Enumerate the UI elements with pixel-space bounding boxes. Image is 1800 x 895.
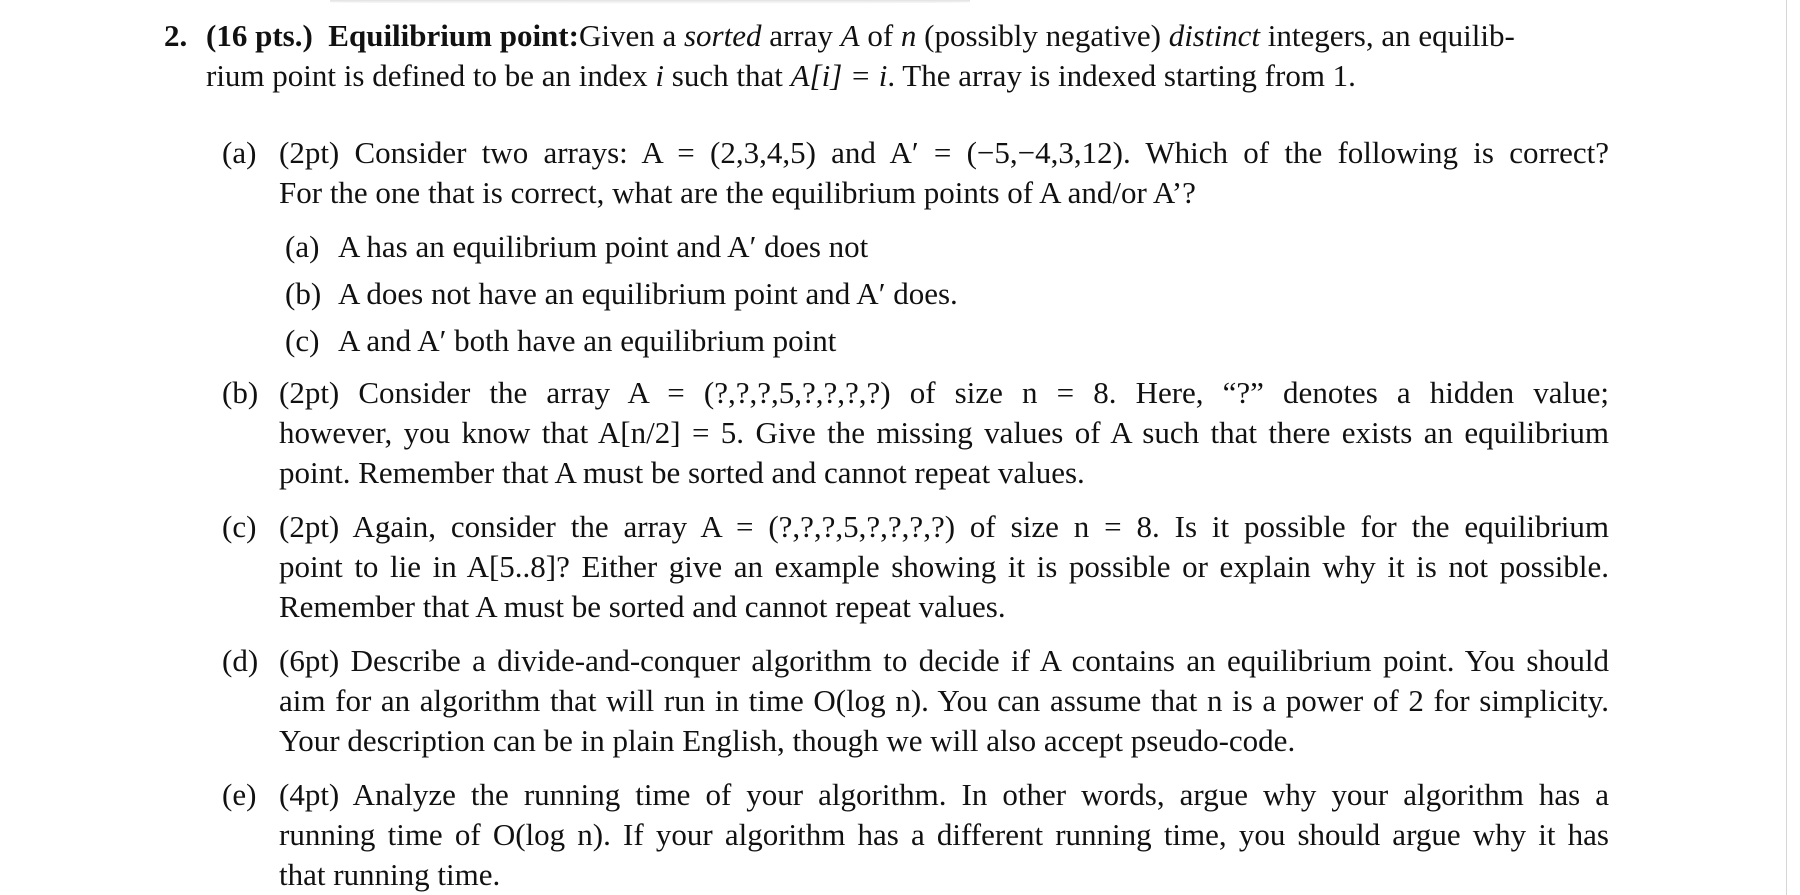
part-d-text-3: Your description can be in plain English, though we will also accept pseudo-code. xyxy=(279,723,1296,758)
part-c-text-2: point to lie in A[5..8]? Either give an example showing it is possible or explain why it is not possible. xyxy=(279,549,1609,584)
emphasis-sorted: sorted xyxy=(683,18,762,53)
problem-title: Equilibrium point: xyxy=(328,18,579,53)
part-e-text-2: running time of O(log n). If your algorithm has a different running time, you should argue why it has xyxy=(279,817,1609,852)
part-e-text-3: that running time. xyxy=(279,857,501,892)
top-shadow xyxy=(330,0,970,4)
part-c-label: (c) xyxy=(222,509,257,544)
page-right-edge xyxy=(1786,0,1787,895)
option-a-label: (a) xyxy=(285,229,320,264)
part-a-text: (2pt) Consider two arrays: A = (2,3,4,5) and A′ = (−5,−4,3,12). Which of the following is correct? xyxy=(279,135,1609,170)
part-b-label: (b) xyxy=(222,375,259,410)
problem-number: 2. xyxy=(164,18,188,53)
option-c-label: (c) xyxy=(285,323,320,358)
part-a-label: (a) xyxy=(222,135,257,170)
emphasis-distinct: distinct xyxy=(1168,18,1260,53)
option-b-text: A does not have an equilibrium point and A′ does. xyxy=(338,276,958,311)
part-c-text-3: Remember that A must be sorted and cannot repeat values. xyxy=(279,589,1006,624)
option-a-text: A has an equilibrium point and A′ does not xyxy=(338,229,869,264)
part-a-text-2: For the one that is correct, what are the equilibrium points of A and/or A’? xyxy=(279,175,1196,210)
part-d-text-2: aim for an algorithm that will run in time O(log n). You can assume that n is a power of 2 for simplicity. xyxy=(279,683,1609,718)
part-b-text: (2pt) Consider the array A = (?,?,?,5,?,?,?,?) of size n = 8. Here, “?” denotes a hidden value; xyxy=(279,375,1609,410)
part-e-label: (e) xyxy=(222,777,257,812)
part-e-text: (4pt) Analyze the running time of your algorithm. In other words, argue why your algorithm has a xyxy=(279,777,1609,812)
problem-points: (16 pts.) xyxy=(206,18,313,53)
part-b-text-2: however, you know that A[n/2] = 5. Give the missing values of A such that there exists an equilibrium xyxy=(279,415,1609,450)
part-d-label: (d) xyxy=(222,643,259,678)
part-d-text: (6pt) Describe a divide-and-conquer algorithm to decide if A contains an equilibrium point. You should xyxy=(279,643,1609,678)
problem-intro-line-2: rium point is defined to be an index i such that A[i] = i. The array is indexed starting from 1. xyxy=(206,58,1356,93)
problem-intro-line-1: (16 pts.) Equilibrium point:Given a sorted array A of n (possibly negative) distinct integers, an equilib- xyxy=(206,18,1515,53)
option-c-text: A and A′ both have an equilibrium point xyxy=(338,323,837,358)
part-c-text: (2pt) Again, consider the array A = (?,?,?,5,?,?,?,?) of size n = 8. Is it possible for the equilibrium xyxy=(279,509,1609,544)
part-b-text-3: point. Remember that A must be sorted and cannot repeat values. xyxy=(279,455,1085,490)
option-b-label: (b) xyxy=(285,276,322,311)
